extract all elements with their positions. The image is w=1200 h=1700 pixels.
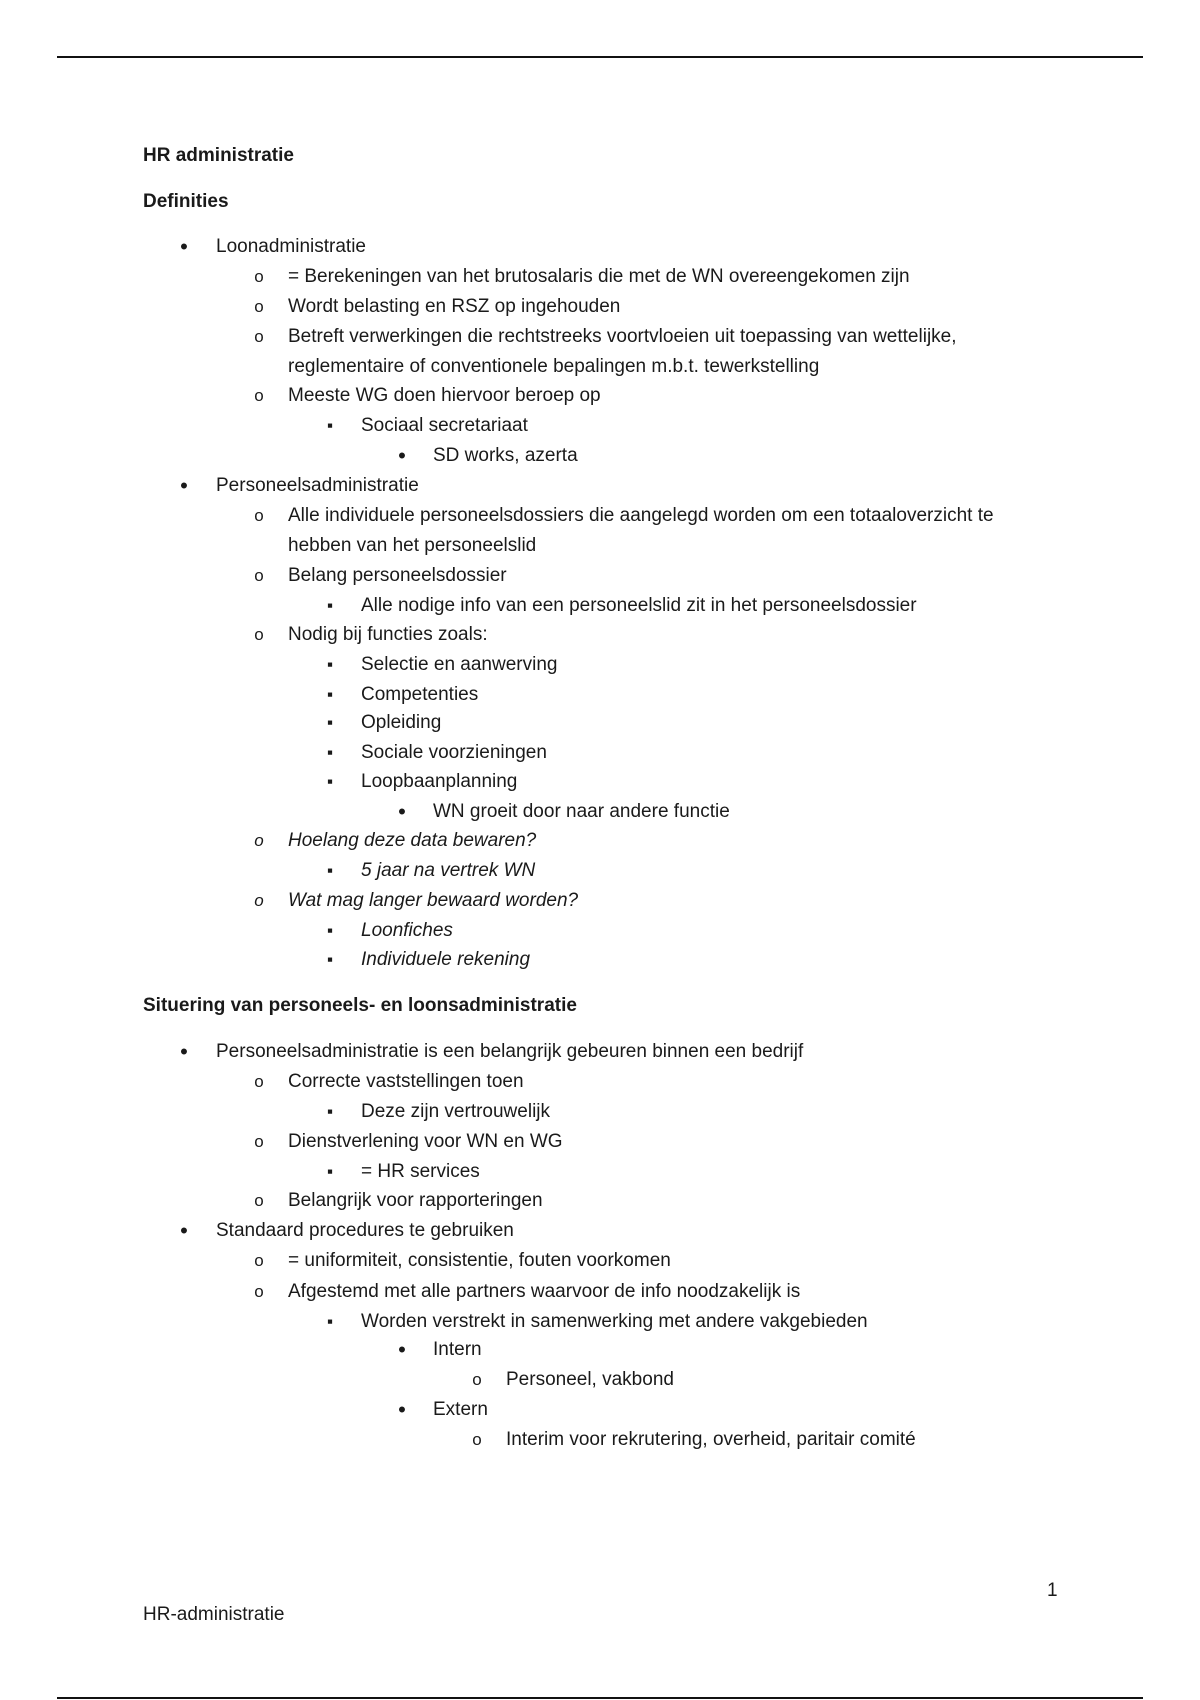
- list-item: Wordt belasting en RSZ op ingehouden: [288, 296, 621, 317]
- list-item: Personeel, vakbond: [506, 1369, 674, 1390]
- bullet-disc: [174, 235, 194, 261]
- list-item: Worden verstrekt in samenwerking met andere vakgebieden: [361, 1311, 868, 1332]
- list-item: Intern: [433, 1339, 482, 1360]
- list-item: Alle nodige info van een personeelslid zit in het personeelsdossier: [361, 595, 917, 616]
- bullet-disc: [392, 1398, 412, 1424]
- list-item: = Berekeningen van het brutosalaris die met de WN overeengekomen zijn: [288, 266, 910, 287]
- list-item: Dienstverlening voor WN en WG: [288, 1131, 563, 1152]
- list-item: Sociale voorzieningen: [361, 742, 547, 763]
- list-item: Sociaal secretariaat: [361, 415, 528, 436]
- bullet-disc: [174, 1040, 194, 1066]
- list-item: Loonadministratie: [216, 236, 366, 257]
- bullet-square: [320, 859, 340, 883]
- list-item: = uniformiteit, consistentie, fouten voorkomen: [288, 1250, 671, 1271]
- list-item: Meeste WG doen hiervoor beroep op: [288, 385, 601, 406]
- list-item: Betreft verwerkingen die rechtstreeks voortvloeien uit toepassing van wettelijke,: [288, 326, 957, 347]
- list-item: Deze zijn vertrouwelijk: [361, 1101, 551, 1122]
- list-item: Extern: [433, 1399, 488, 1420]
- list-item: Belang personeelsdossier: [288, 565, 507, 586]
- list-item: = HR services: [361, 1161, 480, 1182]
- list-item: WN groeit door naar andere functie: [433, 801, 730, 822]
- bullet-circle: [249, 1280, 269, 1304]
- bullet-disc: [174, 474, 194, 500]
- bullet-circle: [249, 1070, 269, 1094]
- bullet-circle: [249, 504, 269, 528]
- page-footer: HR-administratie: [143, 1604, 285, 1625]
- bullet-circle: [467, 1428, 487, 1452]
- bullet-square: [320, 741, 340, 765]
- bullet-circle: [249, 384, 269, 408]
- bullet-square: [320, 1160, 340, 1184]
- section-heading-situering: Situering van personeels- en loonsadministratie: [143, 995, 577, 1016]
- list-item: Opleiding: [361, 712, 442, 733]
- list-item: Individuele rekening: [361, 949, 531, 970]
- bullet-circle: [249, 889, 269, 913]
- list-item: Wat mag langer bewaard worden?: [288, 890, 579, 911]
- list-item: 5 jaar na vertrek WN: [361, 860, 536, 881]
- bullet-square: [320, 770, 340, 794]
- bullet-circle: [249, 1189, 269, 1213]
- list-item-continuation: hebben van het personeelslid: [288, 535, 537, 556]
- list-item: Personeelsadministratie: [216, 475, 419, 496]
- list-item: Afgestemd met alle partners waarvoor de info noodzakelijk is: [288, 1281, 801, 1302]
- bullet-disc: [174, 1219, 194, 1245]
- list-item-continuation: reglementaire of conventionele bepalingen m.b.t. tewerkstelling: [288, 356, 820, 377]
- bullet-circle: [249, 623, 269, 647]
- bullet-circle: [249, 325, 269, 349]
- list-item: Personeelsadministratie is een belangrijk gebeuren binnen een bedrijf: [216, 1041, 804, 1062]
- list-item: SD works, azerta: [433, 445, 578, 466]
- bullet-circle: [249, 295, 269, 319]
- page-number: 1: [1047, 1580, 1058, 1601]
- footer-rule: [57, 1697, 1143, 1699]
- bullet-square: [320, 683, 340, 707]
- list-item: Correcte vaststellingen toen: [288, 1071, 524, 1092]
- list-item: Alle individuele personeelsdossiers die aangelegd worden om een totaaloverzicht te: [288, 505, 994, 526]
- bullet-square: [320, 919, 340, 943]
- section-heading-definities: Definities: [143, 191, 229, 212]
- bullet-disc: [392, 800, 412, 826]
- list-item: Nodig bij functies zoals:: [288, 624, 488, 645]
- bullet-square: [320, 594, 340, 618]
- bullet-square: [320, 1100, 340, 1124]
- bullet-disc: [392, 1338, 412, 1364]
- bullet-disc: [392, 444, 412, 470]
- bullet-circle: [249, 564, 269, 588]
- list-item: Standaard procedures te gebruiken: [216, 1220, 514, 1241]
- bullet-square: [320, 711, 340, 735]
- document-title: HR administratie: [143, 145, 294, 166]
- bullet-square: [320, 948, 340, 972]
- bullet-circle: [467, 1368, 487, 1392]
- bullet-circle: [249, 829, 269, 853]
- list-item: Belangrijk voor rapporteringen: [288, 1190, 543, 1211]
- bullet-circle: [249, 265, 269, 289]
- list-item: Loonfiches: [361, 920, 453, 941]
- list-item: Loopbaanplanning: [361, 771, 518, 792]
- bullet-square: [320, 414, 340, 438]
- list-item: Selectie en aanwerving: [361, 654, 558, 675]
- bullet-circle: [249, 1130, 269, 1154]
- bullet-square: [320, 653, 340, 677]
- bullet-circle: [249, 1249, 269, 1273]
- list-item: Competenties: [361, 684, 479, 705]
- list-item: Hoelang deze data bewaren?: [288, 830, 537, 851]
- bullet-square: [320, 1310, 340, 1334]
- header-rule: [57, 56, 1143, 58]
- list-item: Interim voor rekrutering, overheid, paritair comité: [506, 1429, 916, 1450]
